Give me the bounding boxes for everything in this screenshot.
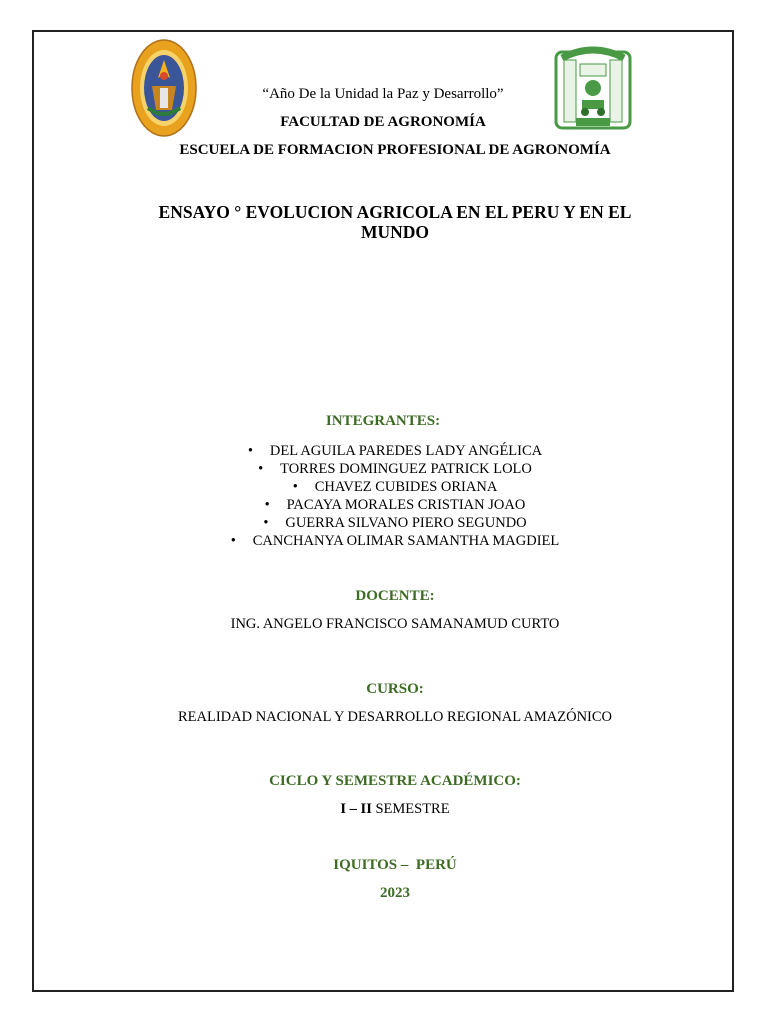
docente-heading: DOCENTE:	[355, 588, 435, 604]
school-name: ESCUELA DE FORMACION PROFESIONAL DE AGRONOMÍA	[179, 142, 611, 158]
document-title: ENSAYO ° EVOLUCION AGRICOLA EN EL PERU Y EN EL MUNDO	[158, 202, 632, 242]
list-item	[0, 442, 768, 460]
list-item	[0, 514, 768, 532]
list-item	[0, 532, 768, 550]
member-name: PACAYA MORALES CRISTIAN JOAO	[286, 497, 526, 513]
docente-name: ING. ANGELO FRANCISCO SAMANAMUD CURTO	[230, 616, 560, 632]
member-name: TORRES DOMINGUEZ PATRICK LOLO	[280, 461, 532, 477]
list-item	[0, 496, 768, 514]
bullet-icon: •	[292, 479, 298, 495]
ciclo-value-rest: SEMESTRE	[371, 801, 450, 817]
ciclo-value	[0, 801, 768, 818]
curso-name: REALIDAD NACIONAL Y DESARROLLO REGIONAL AMAZÓNICO	[177, 709, 613, 725]
curso-heading: CURSO:	[366, 681, 424, 697]
bullet-icon: •	[247, 443, 253, 459]
ciclo-value-bold: I – II	[340, 801, 372, 817]
motto-text: “Año De la Unidad la Paz y Desarrollo”	[262, 86, 504, 102]
member-name: CHAVEZ CUBIDES ORIANA	[314, 479, 498, 495]
list-item	[0, 460, 768, 478]
faculty-name: FACULTAD DE AGRONOMÍA	[280, 114, 486, 130]
ciclo-heading: CICLO Y SEMESTRE ACADÉMICO:	[269, 773, 521, 789]
bullet-icon: •	[258, 461, 264, 477]
year-text: 2023	[380, 885, 410, 901]
bullet-icon: •	[230, 533, 236, 549]
member-name: GUERRA SILVANO PIERO SEGUNDO	[285, 515, 527, 531]
location-text: IQUITOS – PERÚ	[333, 857, 457, 873]
bullet-icon: •	[264, 497, 270, 513]
member-name: CANCHANYA OLIMAR SAMANTHA MAGDIEL	[252, 533, 560, 549]
members-list	[0, 442, 768, 550]
bullet-icon: •	[263, 515, 269, 531]
integrantes-heading: INTEGRANTES:	[325, 413, 441, 429]
list-item	[0, 478, 768, 496]
member-name: DEL AGUILA PAREDES LADY ANGÉLICA	[269, 443, 543, 459]
